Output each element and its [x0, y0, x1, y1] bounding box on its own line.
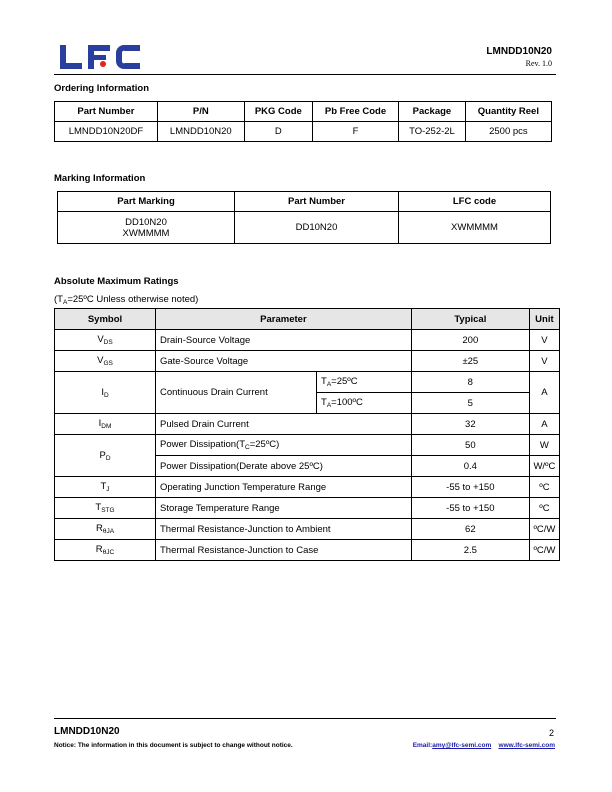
ordering-table [54, 101, 552, 142]
symbol-sub: STG [101, 507, 115, 514]
symbol-sub: θJC [102, 549, 115, 556]
parameter-cell: Gate-Source Voltage [156, 351, 412, 372]
footer-part-number: LMNDD10N20 [54, 726, 120, 737]
symbol-cell [55, 477, 156, 498]
symbol: T [95, 502, 102, 513]
typical-cell: ±25 [411, 351, 529, 372]
table-cell: 2500 pcs [465, 122, 551, 142]
symbol: I [101, 386, 104, 398]
symbol-sub: DM [101, 423, 112, 430]
part-marking-line-1: DD10N20 [125, 216, 167, 228]
parameter-cell: Drain-Source Voltage [156, 330, 412, 351]
condition-text: T [321, 376, 327, 387]
typical-cell: 62 [411, 519, 529, 540]
symbol: P [99, 449, 106, 461]
table-row [55, 519, 560, 540]
typical-cell: 0.4 [411, 456, 529, 477]
table-row [55, 477, 560, 498]
unit-cell: ºC/W [529, 519, 559, 540]
condition-cell [317, 393, 412, 414]
condition-sub: A [62, 299, 68, 306]
symbol-cell [55, 435, 156, 477]
ratings-header: Parameter [156, 309, 412, 330]
symbol-sub: J [106, 486, 110, 493]
header-divider [54, 74, 556, 75]
parameter-cell: Thermal Resistance-Junction to Ambient [156, 519, 412, 540]
unit-cell: ºC/W [529, 540, 559, 561]
table-row [55, 435, 560, 456]
condition-text: =100ºC [331, 397, 363, 408]
symbol-cell [55, 519, 156, 540]
ordering-header: Pb Free Code [312, 102, 398, 122]
typical-cell: 8 [411, 372, 529, 393]
symbol: V [97, 334, 104, 345]
table-cell: D [244, 122, 312, 142]
symbol-sub: GS [103, 360, 113, 367]
symbol-sub: D [103, 391, 109, 399]
marking-header-row [58, 192, 551, 212]
parameter-cell: Continuous Drain Current [156, 372, 317, 414]
symbol-cell [55, 414, 156, 435]
ratings-header: Typical [411, 309, 529, 330]
symbol: V [97, 355, 104, 366]
table-row [55, 414, 560, 435]
website-link[interactable]: www.lfc-semi.com [498, 742, 555, 749]
ratings-condition [54, 294, 198, 306]
ordering-title: Ordering Information [54, 83, 149, 94]
typical-cell: 2.5 [411, 540, 529, 561]
symbol-sub: DS [103, 339, 113, 346]
ordering-header: P/N [157, 102, 244, 122]
condition-text: T [321, 397, 327, 408]
ratings-header: Unit [529, 309, 559, 330]
ordering-header-row [55, 102, 552, 122]
marking-header: LFC code [399, 192, 551, 212]
lfc-logo [58, 43, 142, 71]
typical-cell: -55 to +150 [411, 477, 529, 498]
parameter-sub: C [245, 444, 250, 451]
symbol-sub: D [105, 454, 111, 462]
condition-sub: A [326, 381, 332, 388]
unit-cell: A [529, 414, 559, 435]
condition-sub: A [326, 402, 332, 409]
symbol: R [95, 544, 103, 555]
ordering-header: Part Number [55, 102, 158, 122]
part-marking-line-2: XWMMMM [122, 227, 170, 239]
unit-cell: W [529, 435, 559, 456]
ordering-header: PKG Code [244, 102, 312, 122]
table-row [55, 498, 560, 519]
condition-text: =25ºC [331, 376, 358, 387]
unit-cell: V [529, 330, 559, 351]
unit-cell: W/ºC [529, 456, 559, 477]
table-row [58, 212, 551, 244]
table-cell: LMNDD10N20 [157, 122, 244, 142]
symbol: R [95, 523, 103, 534]
header-part-number: LMNDD10N20 [486, 46, 552, 57]
typical-cell: 50 [411, 435, 529, 456]
parameter-cell: Thermal Resistance-Junction to Case [156, 540, 412, 561]
ordering-header: Package [399, 102, 466, 122]
email-label: Email: [412, 742, 433, 749]
unit-cell: V [529, 351, 559, 372]
symbol-cell [55, 330, 156, 351]
header-revision: Rev. 1.0 [525, 59, 552, 68]
condition-cell [317, 372, 412, 393]
footer-divider [54, 718, 556, 719]
condition-text: =25ºC Unless otherwise noted) [67, 294, 199, 305]
parameter-cell: Pulsed Drain Current [156, 414, 412, 435]
condition-text: (T [54, 294, 63, 305]
marking-header: Part Number [235, 192, 399, 212]
symbol-cell [55, 351, 156, 372]
part-marking-cell [58, 212, 235, 244]
symbol-cell [55, 498, 156, 519]
symbol-cell [55, 372, 156, 414]
table-cell: LMNDD10N20DF [55, 122, 158, 142]
ratings-header: Symbol [55, 309, 156, 330]
typical-cell: -55 to +150 [411, 498, 529, 519]
ratings-table [54, 308, 560, 561]
marking-title: Marking Information [54, 173, 146, 184]
unit-cell: A [529, 372, 559, 414]
typical-cell: 200 [411, 330, 529, 351]
parameter-cell: Storage Temperature Range [156, 498, 412, 519]
email-link[interactable]: amy@lfc-semi.com [432, 742, 492, 749]
table-row [55, 540, 560, 561]
table-cell: F [312, 122, 398, 142]
table-cell: XWMMMM [399, 212, 551, 244]
ordering-header: Quantity Reel [465, 102, 551, 122]
marking-table [57, 191, 551, 244]
table-row [55, 330, 560, 351]
typical-cell: 5 [411, 393, 529, 414]
unit-cell: ºC [529, 498, 559, 519]
ratings-title: Absolute Maximum Ratings [54, 276, 179, 287]
parameter-cell: Operating Junction Temperature Range [156, 477, 412, 498]
ratings-header-row [55, 309, 560, 330]
table-row [55, 122, 552, 142]
footer-links [413, 742, 555, 749]
table-row [55, 372, 560, 393]
unit-cell: ºC [529, 477, 559, 498]
symbol-cell [55, 540, 156, 561]
symbol-sub: θJA [102, 528, 115, 535]
footer-notice: Notice: The information in this document is subject to change without notice. [54, 742, 293, 749]
table-row [55, 351, 560, 372]
parameter-text: =25ºC) [249, 439, 280, 450]
symbol: T [100, 481, 107, 492]
symbol: I [98, 418, 102, 429]
table-cell: TO-252-2L [399, 122, 466, 142]
parameter-cell [156, 435, 412, 456]
marking-header: Part Marking [58, 192, 235, 212]
parameter-text: Power Dissipation(T [160, 439, 245, 450]
parameter-cell: Power Dissipation(Derate above 25ºC) [156, 456, 412, 477]
table-cell: DD10N20 [235, 212, 399, 244]
typical-cell: 32 [411, 414, 529, 435]
page-number: 2 [548, 728, 554, 738]
